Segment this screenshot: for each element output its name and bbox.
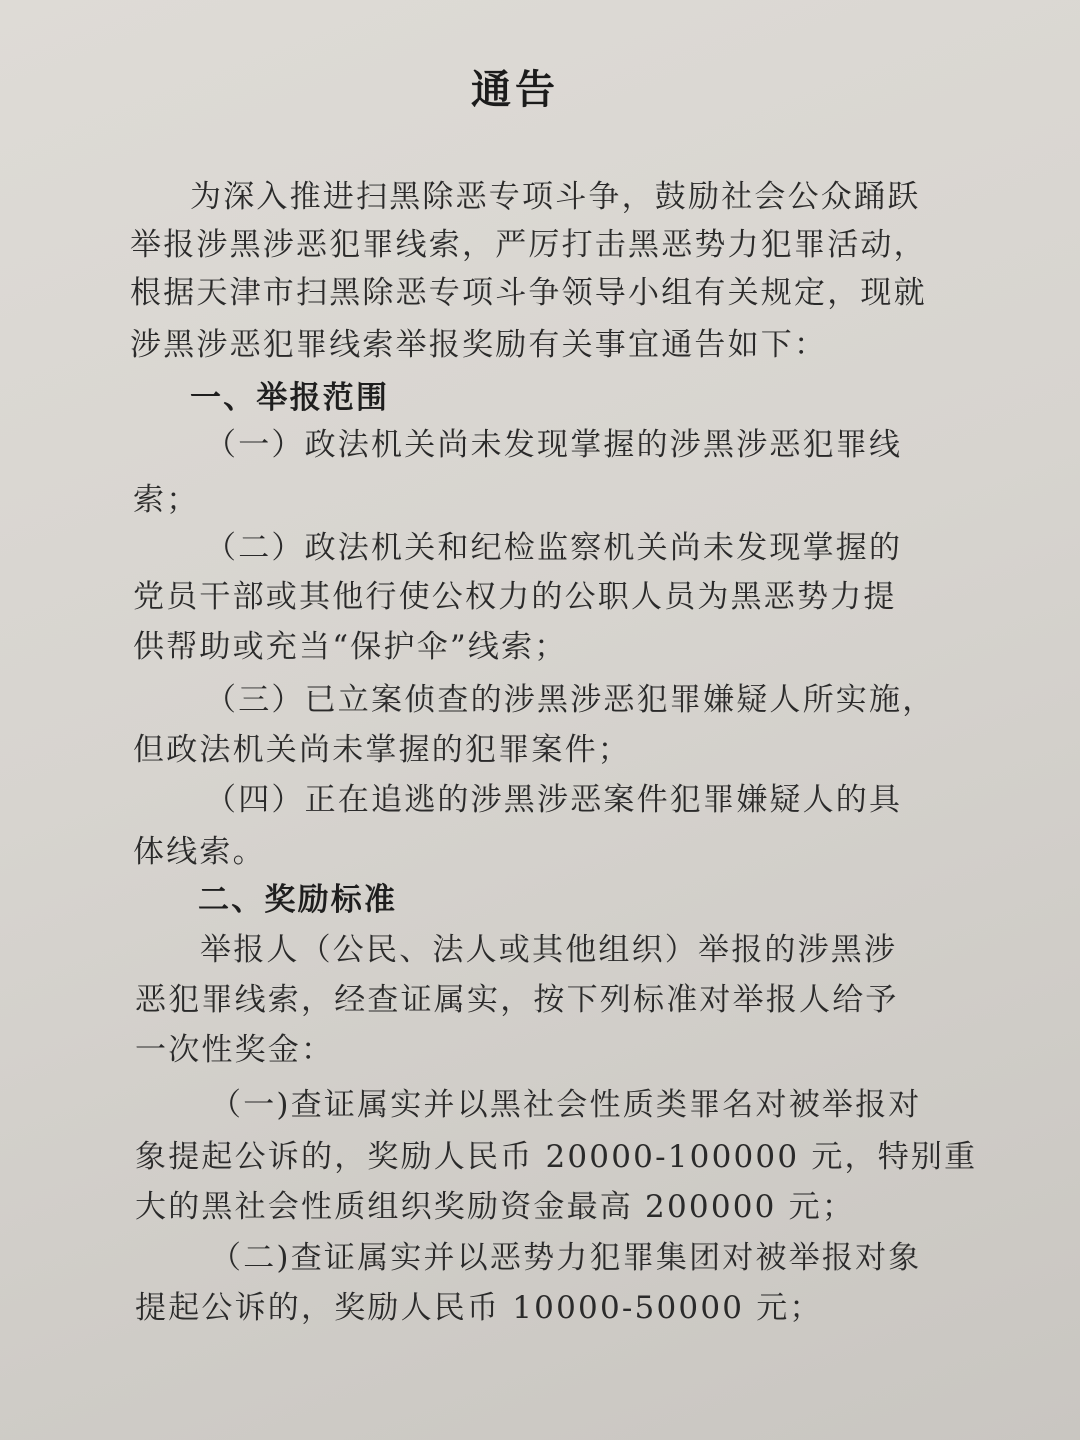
paragraph-line: 恶犯罪线索，经查证属实，按下列标准对举报人给予 (135, 982, 899, 1018)
list-item: 提起公诉的，奖励人民币 10000-50000 元； (135, 1290, 823, 1326)
list-item: （四）正在追逃的涉黑涉恶案件犯罪嫌疑人的具 (205, 782, 903, 818)
paragraph-line: 涉黑涉恶犯罪线索举报奖励有关事宜通告如下： (130, 327, 828, 363)
list-item: 象提起公诉的，奖励人民币 20000-100000 元，特别重 (135, 1139, 978, 1175)
list-item: 党员干部或其他行使公权力的公职人员为黑恶势力提 (133, 579, 897, 615)
paragraph-line: 为深入推进扫黑除恶专项斗争，鼓励社会公众踊跃 (190, 179, 921, 215)
section-heading: 二、奖励标准 (198, 882, 398, 918)
paragraph-line: 一次性奖金： (135, 1032, 335, 1068)
list-item: （一）政法机关尚未发现掌握的涉黑涉恶犯罪线 (205, 427, 903, 463)
list-item: 体线索。 (133, 834, 266, 870)
list-item: 供帮助或充当“保护伞”线索； (133, 629, 568, 665)
list-item: （二）政法机关和纪检监察机关尚未发现掌握的 (205, 530, 903, 566)
paragraph-line: 举报人（公民、法人或其他组织）举报的涉黑涉 (200, 932, 898, 968)
list-item: 但政法机关尚未掌握的犯罪案件； (133, 732, 631, 768)
section-heading: 一、举报范围 (190, 380, 390, 416)
list-item: 大的黑社会性质组织奖励资金最高 200000 元； (135, 1189, 856, 1225)
document-title: 通告 (471, 66, 559, 113)
list-item: （三）已立案侦查的涉黑涉恶犯罪嫌疑人所实施， (205, 682, 936, 718)
list-item: 索； (133, 482, 200, 518)
list-item: （一)查证属实并以黑社会性质类罪名对被举报对 (210, 1087, 922, 1123)
list-item: （二)查证属实并以恶势力犯罪集团对被举报对象 (210, 1240, 922, 1276)
paragraph-line: 根据天津市扫黑除恶专项斗争领导小组有关规定，现就 (130, 275, 927, 311)
paragraph-line: 举报涉黑涉恶犯罪线索，严厉打击黑恶势力犯罪活动， (130, 227, 927, 263)
